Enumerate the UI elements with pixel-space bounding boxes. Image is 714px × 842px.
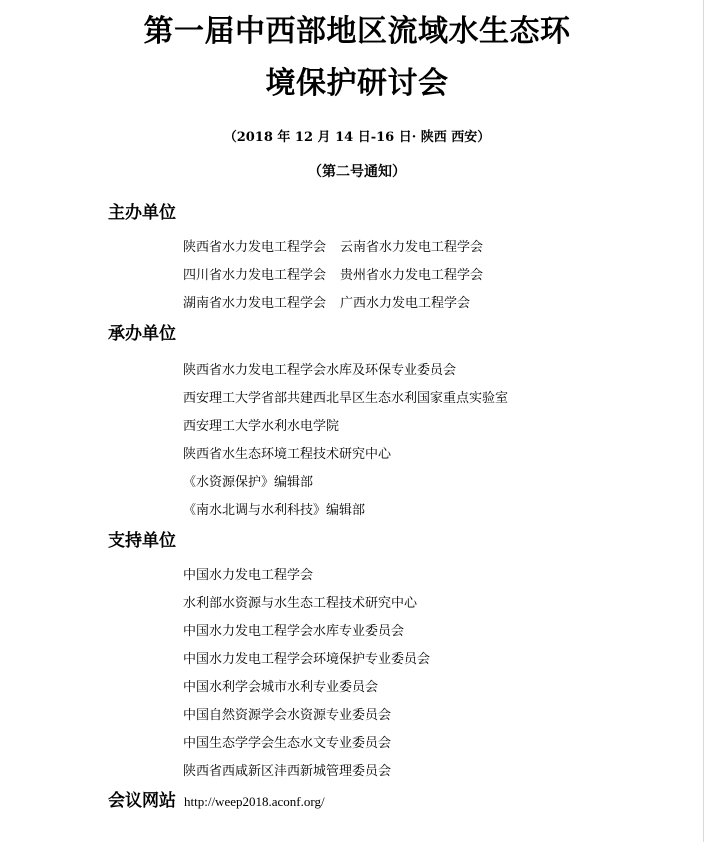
organizer-item: 西安理工大学水利水电学院 xyxy=(183,419,340,434)
organizers-heading: 承办单位 xyxy=(108,324,176,344)
website-row xyxy=(108,790,325,812)
page-edge-divider xyxy=(703,0,704,842)
organizer-item: 陕西省水力发电工程学会水库及环保专业委员会 xyxy=(183,363,457,378)
organizer-item: 陕西省水生态环境工程技术研究中心 xyxy=(183,447,392,462)
sponsors-row xyxy=(183,262,483,290)
supporters-list xyxy=(183,562,430,786)
sponsors-row xyxy=(183,290,483,318)
sponsor-name: 贵州省水力发电工程学会 xyxy=(340,268,484,283)
supporter-item: 水利部水资源与水生态工程技术研究中心 xyxy=(183,596,418,611)
page-title-line-2: 境保护研讨会 xyxy=(265,66,449,101)
notice-number: （第二号通知） xyxy=(308,164,406,180)
supporter-item: 陕西省西咸新区沣西新城管理委员会 xyxy=(183,764,392,779)
organizer-item: 西安理工大学省部共建西北旱区生态水利国家重点实验室 xyxy=(183,391,509,406)
sponsors-row xyxy=(183,234,483,262)
sponsors-list xyxy=(183,234,483,318)
supporter-item: 中国水力发电工程学会水库专业委员会 xyxy=(183,624,405,639)
supporter-item: 中国生态学学会生态水文专业委员会 xyxy=(183,736,392,751)
supporter-item: 中国水利学会城市水利专业委员会 xyxy=(183,680,379,695)
website-label: 会议网站 xyxy=(108,791,176,811)
supporter-item: 中国水力发电工程学会环境保护专业委员会 xyxy=(183,652,431,667)
supporter-item: 中国水力发电工程学会 xyxy=(183,568,314,583)
sponsor-name: 四川省水力发电工程学会 xyxy=(183,268,327,283)
organizer-item: 《南水北调与水利科技》编辑部 xyxy=(183,503,366,518)
page-title-line-1: 第一届中西部地区流域水生态环 xyxy=(143,14,571,49)
supporters-heading: 支持单位 xyxy=(108,531,176,551)
organizer-item: 《水资源保护》编辑部 xyxy=(183,475,314,490)
organizers-list xyxy=(183,357,508,525)
sponsor-name: 广西水力发电工程学会 xyxy=(340,296,471,311)
event-date-location: （2018 年 12 月 14 日-16 日· 陕西 西安） xyxy=(223,130,491,145)
sponsor-name: 陕西省水力发电工程学会 xyxy=(183,240,327,255)
sponsor-name: 云南省水力发电工程学会 xyxy=(340,240,484,255)
website-link[interactable]: http://weep2018.aconf.org/ xyxy=(184,794,325,809)
sponsor-name: 湖南省水力发电工程学会 xyxy=(183,296,327,311)
sponsors-heading: 主办单位 xyxy=(108,203,176,223)
supporter-item: 中国自然资源学会水资源专业委员会 xyxy=(183,708,392,723)
